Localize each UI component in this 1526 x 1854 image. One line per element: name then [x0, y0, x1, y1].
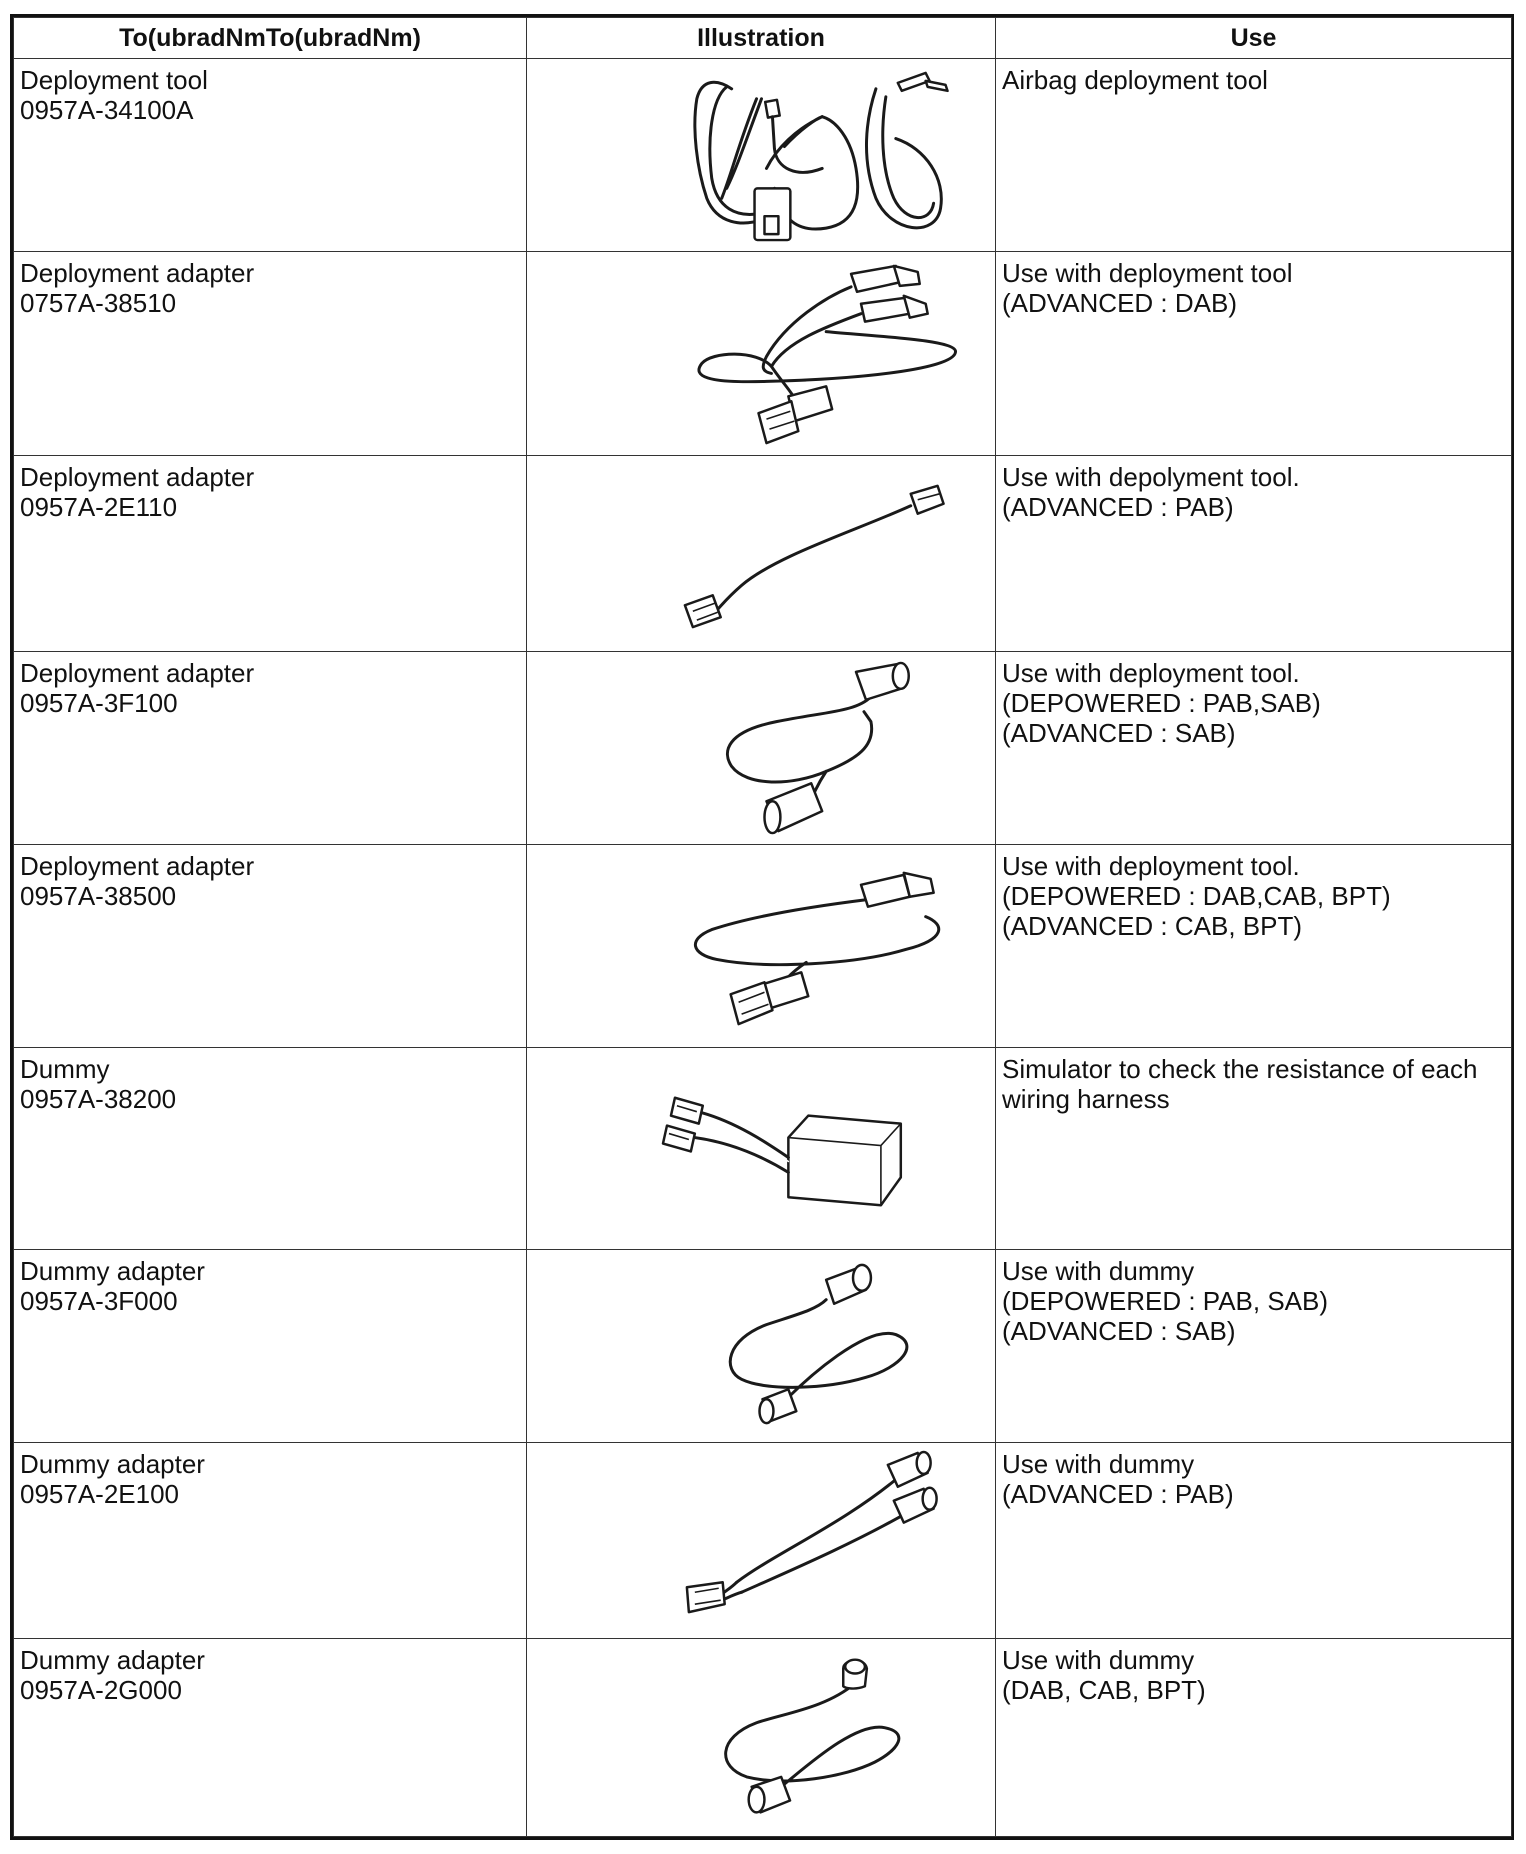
- tool-cell: [14, 456, 527, 652]
- use-cell: [996, 252, 1512, 456]
- tool-part-number: 0757A-38510: [20, 288, 177, 318]
- illustration-cell: [527, 1048, 996, 1250]
- tool-name: Dummy adapter: [20, 1449, 205, 1479]
- header-illustration: Illustration: [527, 18, 996, 59]
- table-row: [14, 1443, 1512, 1639]
- tool-cell: [14, 59, 527, 252]
- table-row: [14, 456, 1512, 652]
- tool-part-number: 0957A-2E110: [20, 492, 178, 522]
- use-line: (ADVANCED : CAB, BPT): [1002, 911, 1303, 941]
- tool-part-number: 0957A-2G000: [20, 1675, 182, 1705]
- illustration-cell: [527, 1443, 996, 1639]
- tools-table-frame: [10, 14, 1514, 1840]
- deployment-tool-icon: [527, 59, 995, 251]
- use-cell: [996, 652, 1512, 845]
- use-line: (ADVANCED : SAB): [1002, 1316, 1236, 1346]
- tool-cell: [14, 1443, 527, 1639]
- use-line: (DEPOWERED : DAB,CAB, BPT): [1002, 881, 1391, 911]
- use-line: (DAB, CAB, BPT): [1002, 1675, 1206, 1705]
- use-line: Use with dummy: [1002, 1645, 1195, 1675]
- use-cell: [996, 59, 1512, 252]
- use-line: (DEPOWERED : PAB, SAB): [1002, 1286, 1329, 1316]
- header-use: Use: [996, 18, 1512, 59]
- tool-cell: [14, 1639, 527, 1837]
- table-row: [14, 1048, 1512, 1250]
- illustration-cell: [527, 252, 996, 456]
- use-cell: [996, 1048, 1512, 1250]
- use-line: (DEPOWERED : PAB,SAB): [1002, 688, 1321, 718]
- tool-cell: [14, 252, 527, 456]
- adapter-cable-icon: [527, 252, 995, 455]
- tool-name: Dummy adapter: [20, 1256, 205, 1286]
- tool-part-number: 0957A-3F000: [20, 1286, 178, 1316]
- tool-name: Deployment adapter: [20, 462, 255, 492]
- header-tool: To(ubradNmTo(ubradNm): [14, 18, 527, 59]
- tool-part-number: 0957A-34100A: [20, 95, 194, 125]
- tool-name: Deployment adapter: [20, 658, 255, 688]
- use-line: Simulator to check the resistance of each: [1002, 1054, 1478, 1084]
- tool-cell: [14, 1048, 527, 1250]
- adapter-cable-icon: [527, 845, 995, 1047]
- use-cell: [996, 456, 1512, 652]
- use-line: (ADVANCED : PAB): [1002, 492, 1234, 522]
- adapter-cable-icon: [527, 652, 995, 844]
- use-line: Use with deployment tool: [1002, 258, 1293, 288]
- use-line: Use with deployment tool.: [1002, 658, 1300, 688]
- use-line: Use with dummy: [1002, 1449, 1195, 1479]
- tool-part-number: 0957A-2E100: [20, 1479, 180, 1509]
- tool-name: Dummy adapter: [20, 1645, 205, 1675]
- tool-name: Dummy: [20, 1054, 110, 1084]
- use-line: Use with depolyment tool.: [1002, 462, 1300, 492]
- use-cell: [996, 1250, 1512, 1443]
- use-line: (ADVANCED : SAB): [1002, 718, 1236, 748]
- table-header-row: [14, 18, 1512, 59]
- tool-cell: [14, 652, 527, 845]
- table-row: [14, 652, 1512, 845]
- table-row: [14, 59, 1512, 252]
- adapter-cable-icon: [527, 1250, 995, 1442]
- split-adapter-icon: [527, 1443, 995, 1638]
- adapter-cable-icon: [527, 1639, 995, 1836]
- illustration-cell: [527, 456, 996, 652]
- use-cell: [996, 1639, 1512, 1837]
- use-line: wiring harness: [1002, 1084, 1170, 1114]
- tool-part-number: 0957A-38200: [20, 1084, 177, 1114]
- adapter-cable-icon: [527, 456, 995, 651]
- use-cell: [996, 845, 1512, 1048]
- illustration-cell: [527, 59, 996, 252]
- illustration-cell: [527, 652, 996, 845]
- use-cell: [996, 1443, 1512, 1639]
- use-line: (ADVANCED : PAB): [1002, 1479, 1234, 1509]
- table-row: [14, 845, 1512, 1048]
- tool-part-number: 0957A-38500: [20, 881, 177, 911]
- dummy-box-icon: [527, 1048, 995, 1249]
- special-tools-table: [13, 17, 1512, 1837]
- illustration-cell: [527, 1250, 996, 1443]
- illustration-cell: [527, 1639, 996, 1837]
- use-line: Airbag deployment tool: [1002, 65, 1268, 95]
- tool-name: Deployment tool: [20, 65, 208, 95]
- tool-cell: [14, 845, 527, 1048]
- table-row: [14, 252, 1512, 456]
- tool-cell: [14, 1250, 527, 1443]
- table-row: [14, 1250, 1512, 1443]
- use-line: Use with deployment tool.: [1002, 851, 1300, 881]
- tool-name: Deployment adapter: [20, 851, 255, 881]
- tool-part-number: 0957A-3F100: [20, 688, 178, 718]
- use-line: (ADVANCED : DAB): [1002, 288, 1237, 318]
- illustration-cell: [527, 845, 996, 1048]
- table-row: [14, 1639, 1512, 1837]
- tool-name: Deployment adapter: [20, 258, 255, 288]
- use-line: Use with dummy: [1002, 1256, 1195, 1286]
